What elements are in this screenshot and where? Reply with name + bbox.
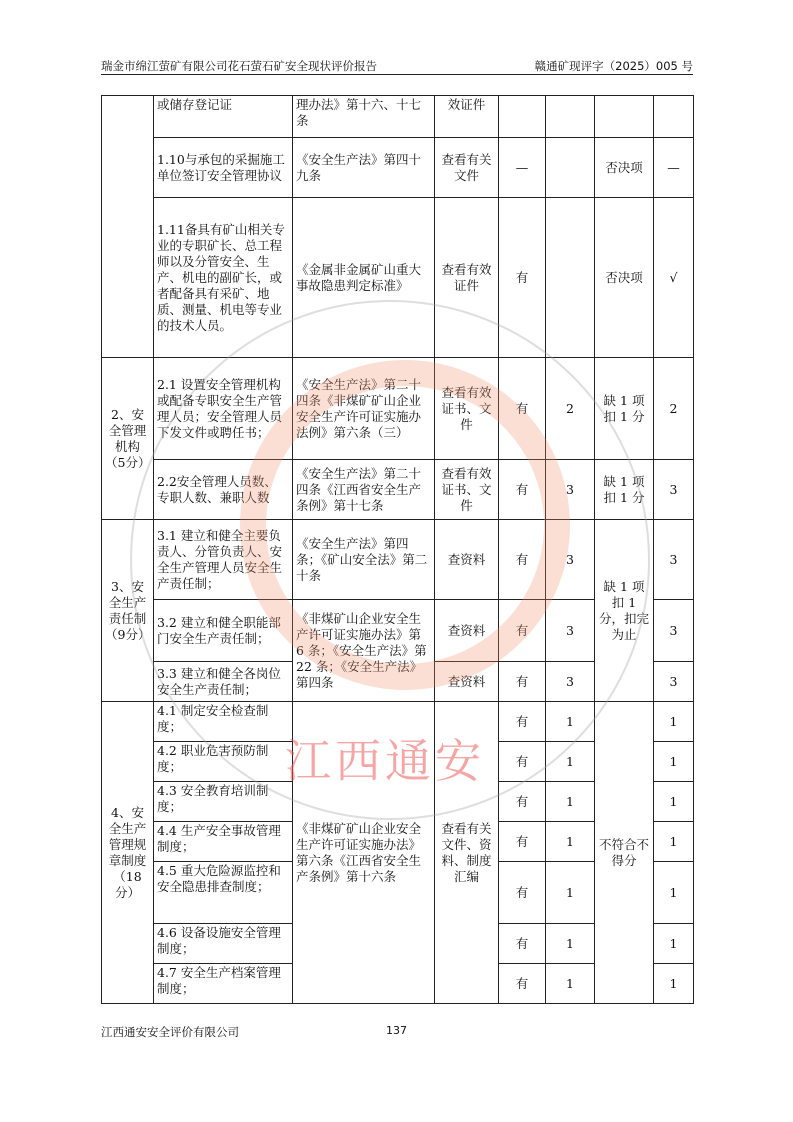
basis-cell: 《非煤矿矿山企业安全生产许可证实施办法》第六条《江西省安全生产条例》第十六条 xyxy=(293,702,435,1004)
score-cell: 2 xyxy=(546,358,595,460)
rule-cell: 否决项 xyxy=(595,138,654,198)
item-cell: 4.1 制定安全检查制度； xyxy=(154,702,293,742)
method-cell: 查看有效证件 xyxy=(435,198,499,358)
watermark-text: 江西通安 xyxy=(285,734,485,788)
result-cell: 1 xyxy=(654,964,694,1004)
item-cell: 4.3 安全教育培训制度； xyxy=(154,782,293,822)
category-cell xyxy=(102,96,154,358)
item-cell: 3.1 建立和健全主要负责人、分管负责人、安全生产管理人员安全生产责任制； xyxy=(154,520,293,600)
score-cell: 1 xyxy=(546,924,595,964)
basis-cell: 《安全生产法》第二十四条《非煤矿矿山企业安全生产许可证实施办法例》第六条（三） xyxy=(293,358,435,460)
table-row xyxy=(102,702,694,742)
page-header xyxy=(101,56,693,75)
item-cell: 2.1 设置安全管理机构或配备专职安全生产管理人员；安全管理人员下发文件或聘任书； xyxy=(154,358,293,460)
score-cell: 3 xyxy=(546,600,595,662)
method-cell: 查资料 xyxy=(435,600,499,662)
table-row xyxy=(102,358,694,460)
method-cell: 查看有效证书、文件 xyxy=(435,358,499,460)
score-cell: 1 xyxy=(546,822,595,862)
status-cell: 有 xyxy=(499,782,546,822)
status-cell: 有 xyxy=(499,198,546,358)
result-cell: 2 xyxy=(654,358,694,460)
rule-cell: 否决项 xyxy=(595,198,654,358)
status-cell: 有 xyxy=(499,520,546,600)
item-cell: 或储存登记证 xyxy=(154,96,293,138)
report-title: 瑞金市绵江萤矿有限公司花石萤石矿安全现状评价报告 xyxy=(101,59,377,73)
basis-cell: 《安全生产法》第二十四条《江西省安全生产条例》第十七条 xyxy=(293,460,435,520)
table-row xyxy=(102,138,694,198)
item-cell: 2.2安全管理人员数、专职人数、兼职人数 xyxy=(154,460,293,520)
score-cell xyxy=(546,96,595,138)
item-cell: 4.6 设备设施安全管理制度； xyxy=(154,924,293,964)
status-cell: 有 xyxy=(499,460,546,520)
result-cell: √ xyxy=(654,198,694,358)
item-cell: 4.2 职业危害预防制度； xyxy=(154,742,293,782)
result-cell: 1 xyxy=(654,924,694,964)
table-row xyxy=(102,198,694,358)
score-cell: 1 xyxy=(546,702,595,742)
result-cell: 3 xyxy=(654,662,694,702)
item-cell: 4.5 重大危险源监控和安全隐患排查制度； xyxy=(154,862,293,924)
status-cell: 有 xyxy=(499,964,546,1004)
item-cell: 3.3 建立和健全各岗位安全生产责任制； xyxy=(154,662,293,702)
result-cell: 1 xyxy=(654,702,694,742)
score-cell xyxy=(546,198,595,358)
method-cell: 查看有关文件、资料、制度汇编 xyxy=(435,702,499,1004)
score-cell: 1 xyxy=(546,782,595,822)
item-cell: 1.11备具有矿山相关专业的专职矿长、总工程师以及分管安全、生产、机电的副矿长，或者配备具有采矿、地质、测量、机电等专业的技术人员。 xyxy=(154,198,293,358)
result-cell: 1 xyxy=(654,862,694,924)
item-cell: 3.2 建立和健全职能部门安全生产责任制； xyxy=(154,600,293,662)
method-cell: 效证件 xyxy=(435,96,499,138)
evaluation-table xyxy=(101,95,694,1004)
report-number: 赣通矿现评字（2025）005 号 xyxy=(534,59,693,73)
score-cell: 1 xyxy=(546,862,595,924)
item-cell: 4.7 安全生产档案管理制度； xyxy=(154,964,293,1004)
score-cell: 3 xyxy=(546,520,595,600)
basis-cell: 《非煤矿山企业安全生产许可证实施办法》第 6 条；《安全生产法》第 22 条；《安全生产法》第四条 xyxy=(293,600,435,702)
rule-cell: 缺 1 项扣 1 分 xyxy=(595,460,654,520)
status-cell: 有 xyxy=(499,822,546,862)
status-cell: 有 xyxy=(499,862,546,924)
result-cell: 1 xyxy=(654,822,694,862)
status-cell: 有 xyxy=(499,600,546,662)
rule-cell: 缺 1 项扣 1 分，扣完为止 xyxy=(595,520,654,702)
rule-cell: 缺 1 项扣 1 分 xyxy=(595,358,654,460)
result-cell: 1 xyxy=(654,782,694,822)
result-cell: 3 xyxy=(654,520,694,600)
method-cell: 查资料 xyxy=(435,662,499,702)
basis-cell: 理办法》第十六、十七条 xyxy=(293,96,435,138)
status-cell xyxy=(499,96,546,138)
footer-company: 江西通安安全评价有限公司 xyxy=(101,1025,239,1039)
method-cell: 查看有效证书、文件 xyxy=(435,460,499,520)
result-cell xyxy=(654,96,694,138)
status-cell: — xyxy=(499,138,546,198)
result-cell: 3 xyxy=(654,460,694,520)
status-cell: 有 xyxy=(499,662,546,702)
basis-cell: 《安全生产法》第四十九条 xyxy=(293,138,435,198)
item-cell: 4.4 生产安全事故管理制度； xyxy=(154,822,293,862)
category-cell: 3、安全生产责任制（9分） xyxy=(102,520,154,702)
score-cell: 1 xyxy=(546,742,595,782)
result-cell: 1 xyxy=(654,742,694,782)
status-cell: 有 xyxy=(499,702,546,742)
table-row xyxy=(102,460,694,520)
category-cell: 4、安全生产管理规章制度（18分） xyxy=(102,702,154,1004)
status-cell: 有 xyxy=(499,742,546,782)
table-row xyxy=(102,520,694,600)
score-cell xyxy=(546,138,595,198)
basis-cell: 《安全生产法》第四条；《矿山安全法》第二十条 xyxy=(293,520,435,600)
score-cell: 3 xyxy=(546,662,595,702)
status-cell: 有 xyxy=(499,358,546,460)
rule-cell xyxy=(595,96,654,138)
table-row xyxy=(102,96,694,138)
result-cell: — xyxy=(654,138,694,198)
category-cell: 2、安全管理机构（5分） xyxy=(102,358,154,520)
basis-cell: 《金属非金属矿山重大事故隐患判定标准》 xyxy=(293,198,435,358)
page-number: 137 xyxy=(386,1024,407,1037)
result-cell: 3 xyxy=(654,600,694,662)
score-cell: 1 xyxy=(546,964,595,1004)
method-cell: 查看有关文件 xyxy=(435,138,499,198)
method-cell: 查资料 xyxy=(435,520,499,600)
score-cell: 3 xyxy=(546,460,595,520)
rule-cell: 不符合不得分 xyxy=(595,702,654,1004)
item-cell: 1.10与承包的采掘施工单位签订安全管理协议 xyxy=(154,138,293,198)
status-cell: 有 xyxy=(499,924,546,964)
